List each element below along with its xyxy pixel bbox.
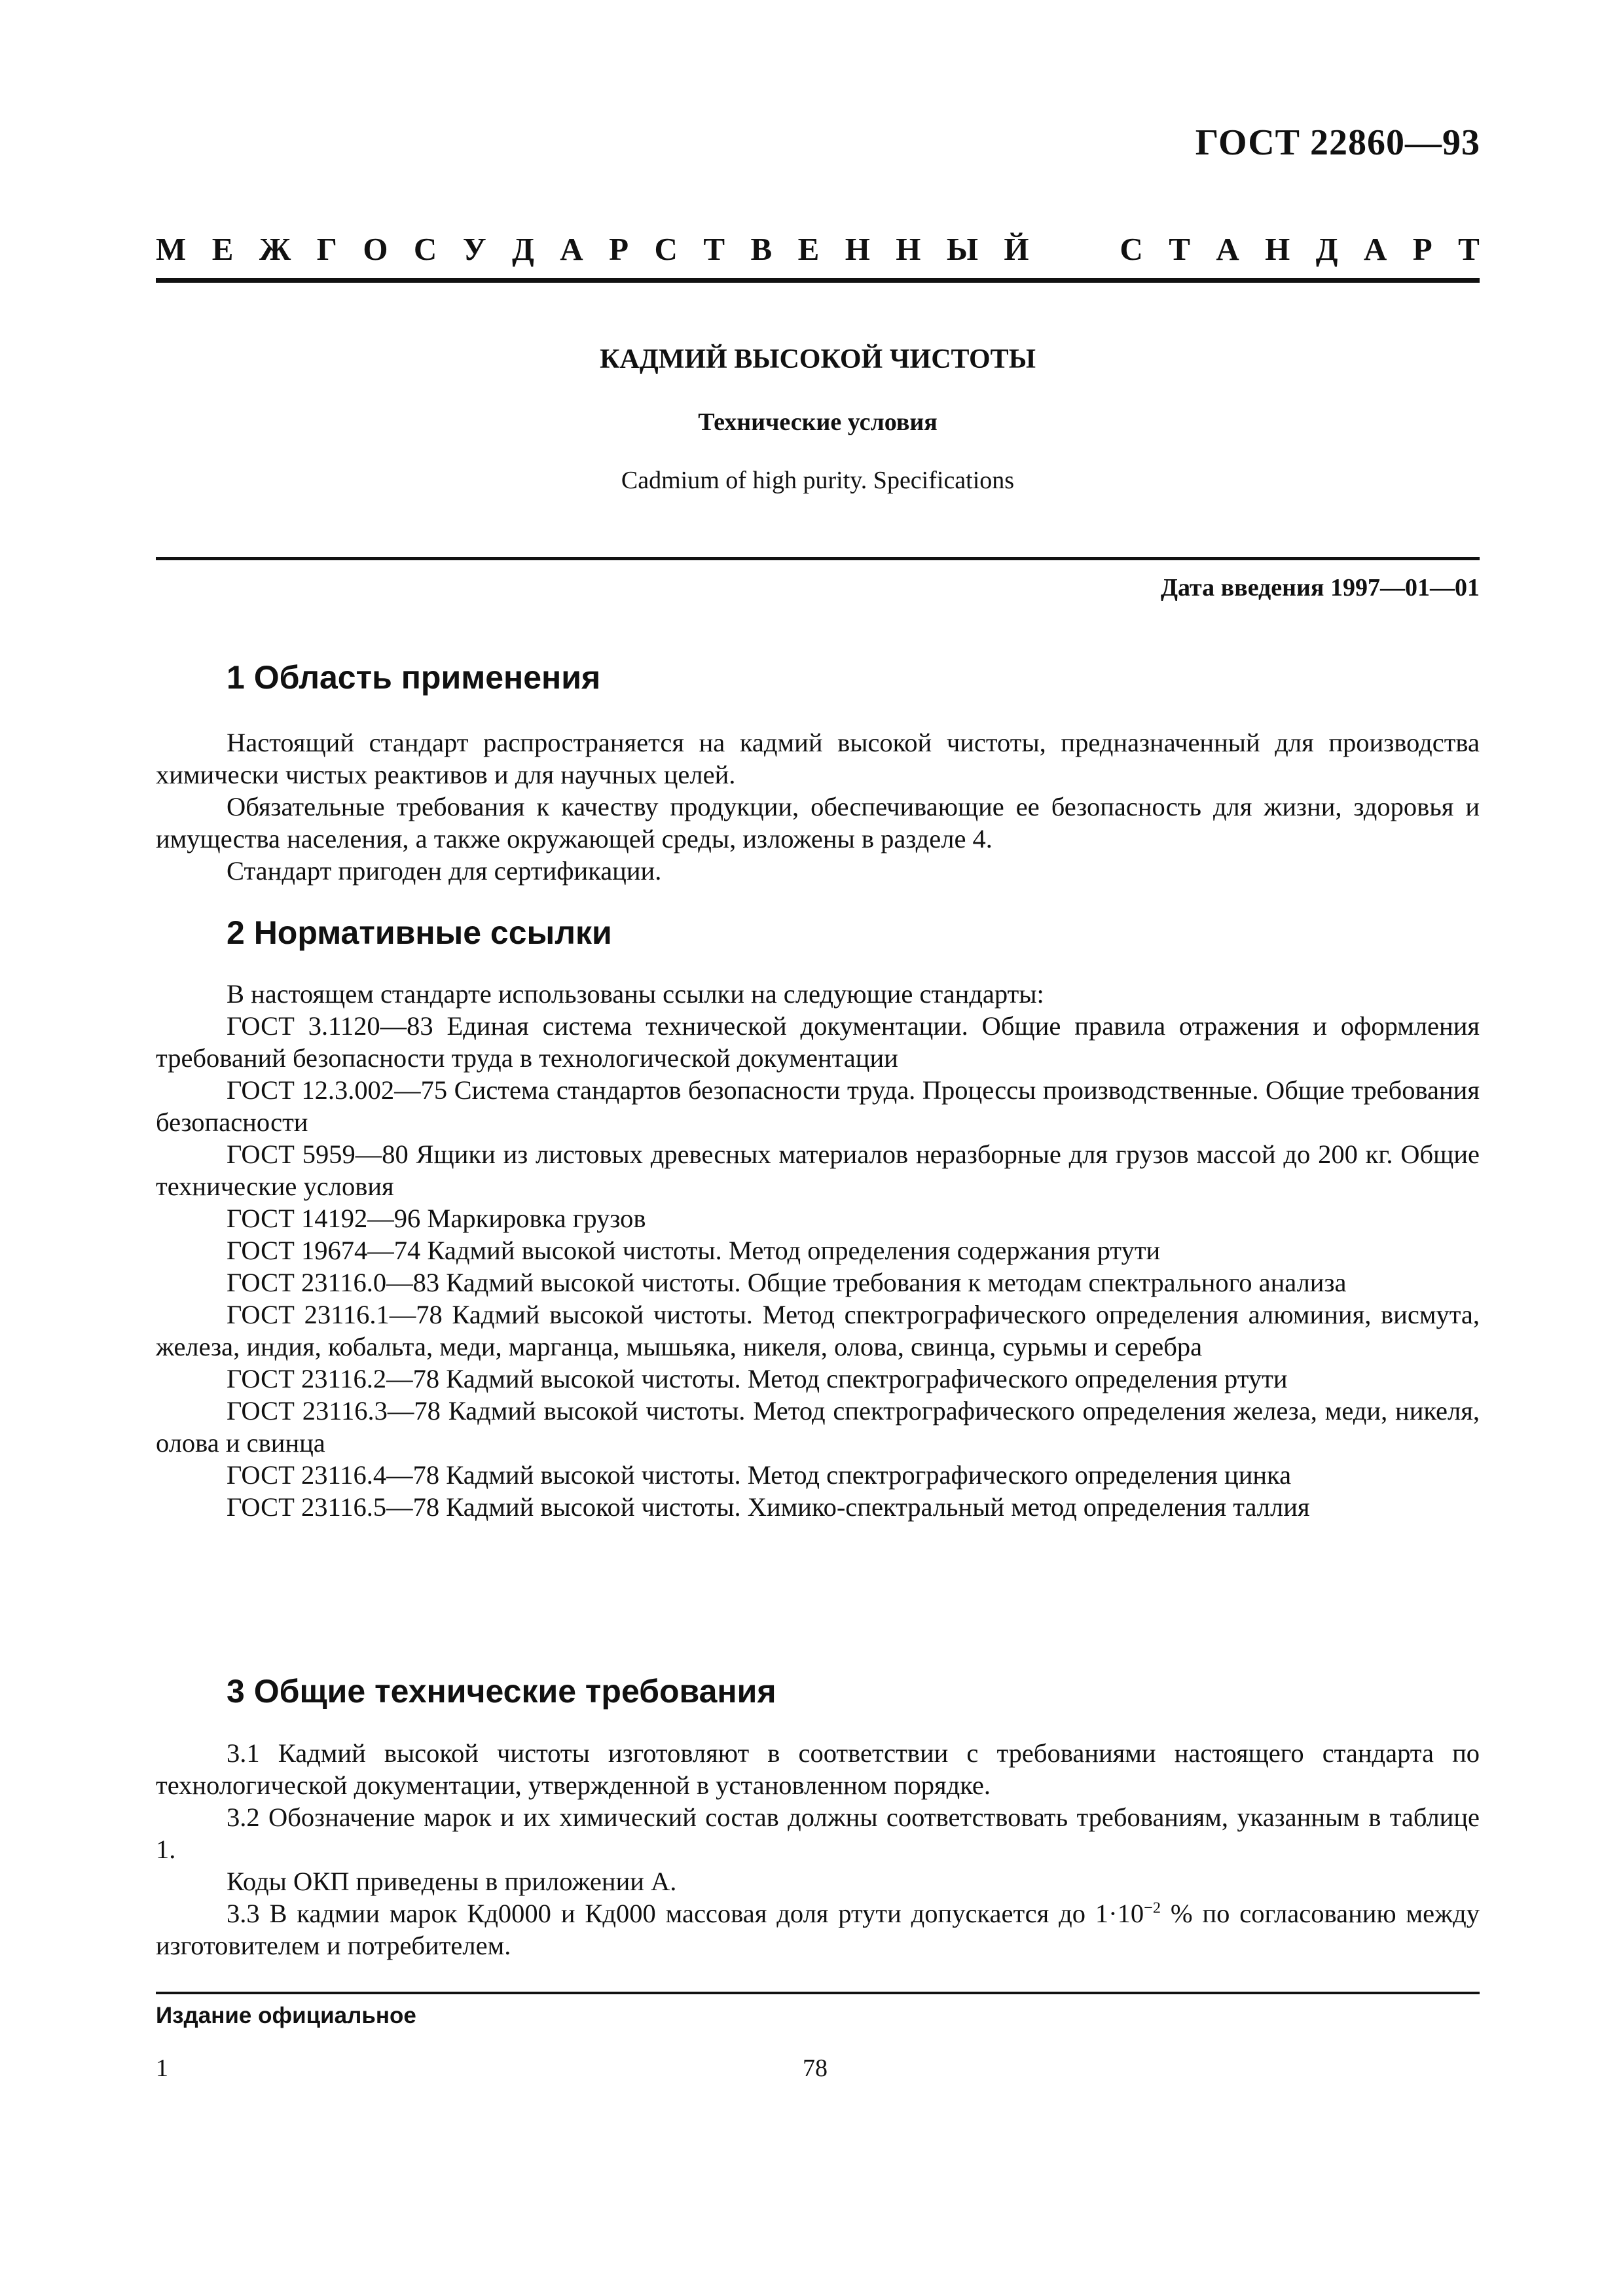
paragraph: Стандарт пригоден для сертификации. (227, 856, 662, 886)
standard-type-header (156, 230, 1480, 268)
english-title: Cadmium of high purity. Specifications (621, 467, 1015, 494)
footer-rule (156, 1992, 1480, 1994)
letter: С (1120, 231, 1143, 267)
section-3-body (156, 1737, 1480, 1962)
letter: Ы (946, 231, 978, 267)
page-number-center: 78 (803, 2054, 828, 2082)
title-rule (156, 557, 1480, 560)
text-span: 3.3 В кадмии марок Кд0000 и Кд000 массовая доля ртути допускается до 1·10 (227, 1899, 1144, 1928)
paragraph: Обязательные требования к качеству продукции, обеспечивающие ее безопасность для жизни, здоровья и имущества населения, а также окружающей среды, изложены в разделе 4. (156, 792, 1480, 853)
letter: О (363, 231, 388, 267)
paragraph: Настоящий стандарт распространяется на кадмий высокой чистоты, предназначенный для производства химически чистых реактивов и для научных целей. (156, 728, 1480, 789)
reference-item: ГОСТ 5959—80 Ящики из листовых древесных материалов неразборные для грузов массой до 200 кг. Общие технические условия (156, 1139, 1480, 1201)
letter: Т (1458, 231, 1480, 267)
letter: Е (211, 231, 234, 267)
section-3-heading: 3 Общие технические требования (227, 1673, 776, 1710)
introduction-date: Дата введения 1997—01—01 (1160, 574, 1480, 601)
paragraph: Коды ОКП приведены в приложении А. (227, 1867, 677, 1896)
section-1-heading: 1 Область применения (227, 659, 601, 696)
reference-item: ГОСТ 3.1120—83 Единая система технической документации. Общие правила отражения и оформления требований безопасности труда в технологической документации (156, 1011, 1480, 1073)
reference-item: ГОСТ 23116.1—78 Кадмий высокой чистоты. Метод спектрографического определения алюминия, висмута, железа, индия, кобальта, меди, марганца, мышьяка, никеля, олова, свинца, сурьмы и серебра (156, 1300, 1480, 1361)
edition-label: Издание официальное (156, 2003, 416, 2028)
document-subtitle: Технические условия (698, 408, 938, 436)
letter: Ж (259, 231, 291, 267)
letter: Т (703, 231, 725, 267)
letter: Д (1315, 231, 1338, 267)
text-span: % по согласованию между изготовителем и потребителем. (156, 1899, 1480, 1960)
section-2-heading: 2 Нормативные ссылки (227, 914, 612, 951)
letter: Т (1169, 231, 1190, 267)
letter: Н (896, 231, 921, 267)
letter: Р (1412, 231, 1432, 267)
reference-item: ГОСТ 23116.0—83 Кадмий высокой чистоты. Общие требования к методам спектрального анализа (227, 1268, 1347, 1297)
section-2-body (156, 978, 1480, 1523)
reference-item: ГОСТ 23116.5—78 Кадмий высокой чистоты. Химико-спектральный метод определения таллия (227, 1492, 1310, 1522)
letter: А (560, 231, 583, 267)
paragraph: 3.1 Кадмий высокой чистоты изготовляют в соответствии с требованиями настоящего стандарта по технологической документации, утвержденной в установленном порядке. (156, 1738, 1480, 1800)
page-number-left: 1 (156, 2054, 168, 2082)
reference-item: ГОСТ 19674—74 Кадмий высокой чистоты. Метод определения содержания ртути (227, 1236, 1161, 1265)
reference-item: ГОСТ 23116.4—78 Кадмий высокой чистоты. Метод спектрографического определения цинка (227, 1460, 1292, 1490)
section-1-body (156, 726, 1480, 887)
letter: Р (609, 231, 629, 267)
letter: С (654, 231, 678, 267)
letter: Д (512, 231, 534, 267)
letter: Е (797, 231, 820, 267)
letter: В (750, 231, 773, 267)
doc-number: ГОСТ 22860—93 (1195, 122, 1480, 163)
letter: У (462, 231, 486, 267)
letter: А (1216, 231, 1239, 267)
letter: А (1363, 231, 1387, 267)
reference-item: ГОСТ 12.3.002—75 Система стандартов безопасности труда. Процессы производственные. Общие требования безопасности (156, 1075, 1480, 1137)
letter: С (413, 231, 437, 267)
letter: Г (316, 231, 337, 267)
header-rule (156, 278, 1480, 283)
reference-item: ГОСТ 14192—96 Маркировка грузов (227, 1204, 646, 1233)
paragraph: 3.2 Обозначение марок и их химический состав должны соответствовать требованиям, указанным в таблице 1. (156, 1803, 1480, 1864)
reference-item: ГОСТ 23116.3—78 Кадмий высокой чистоты. Метод спектрографического определения железа, меди, никеля, олова и свинца (156, 1396, 1480, 1458)
letter: Н (845, 231, 870, 267)
document-title: КАДМИЙ ВЫСОКОЙ ЧИСТОТЫ (600, 344, 1036, 374)
paragraph-3-3 (156, 1897, 1480, 1962)
letter: Н (1265, 231, 1290, 267)
paragraph: В настоящем стандарте использованы ссылки на следующие стандарты: (227, 979, 1044, 1009)
reference-item: ГОСТ 23116.2—78 Кадмий высокой чистоты. Метод спектрографического определения ртути (227, 1364, 1288, 1393)
letter: Й (1004, 231, 1029, 267)
exponent: −2 (1144, 1899, 1161, 1917)
letter: М (156, 231, 187, 267)
word-gap (1055, 230, 1094, 268)
